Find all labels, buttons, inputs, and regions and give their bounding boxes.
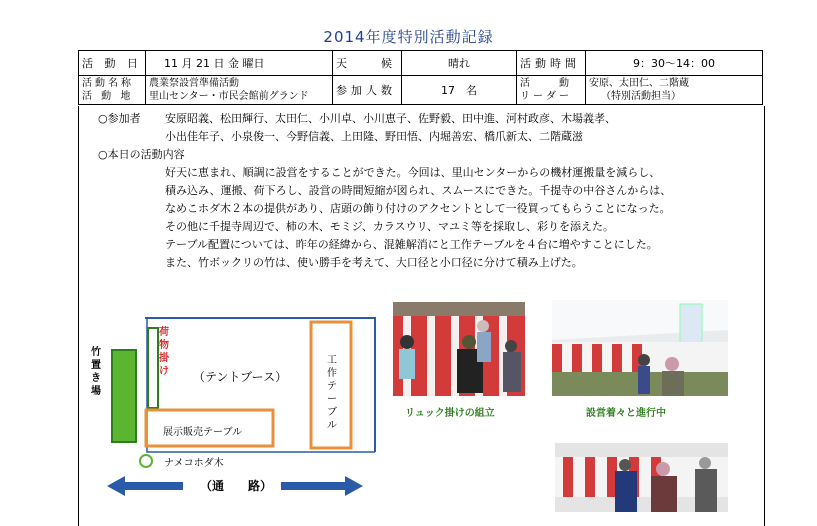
tent-label: （テントブース） <box>193 370 288 384</box>
photo-tent-work <box>555 443 728 512</box>
photo-setup-progress <box>552 300 728 396</box>
time-label: 活動時間 <box>517 51 586 76</box>
date-value: 11 月 21 日 金 曜日 <box>146 51 333 76</box>
time-value: 9：30～14：00 <box>586 51 763 76</box>
content-line: 好天に恵まれ、順調に設営をすることができた。今回は、里山センターからの機材運搬量を減らし、 <box>165 166 661 179</box>
name-value: 農業祭設営準備活動 <box>149 78 239 89</box>
leader-label-cell <box>517 76 586 105</box>
bamboo-label: 竹置き場 <box>91 347 101 397</box>
road-arrow-left <box>107 476 183 496</box>
leader-label-1: 活 動 <box>520 78 572 89</box>
leader-label-2: リーダー <box>520 91 572 102</box>
content-line: その他に千提寺周辺で、柿の木、モミジ、カラスウリ、マユミ等を採取し、彩りを添えた。 <box>165 220 615 233</box>
participants-value: 17 名 <box>402 76 517 105</box>
leader-value-1: 安原、太田仁、二階蔵 <box>589 78 689 89</box>
participants-label: 参加人数 <box>333 76 402 105</box>
name-label: 活動名称 <box>82 78 134 89</box>
name-place-label-cell <box>79 76 146 105</box>
participants-line-2: 小出佳年子、小泉俊一、今野信義、上田隆、野田悟、内堀善宏、橋爪新太、二階蔵滋 <box>165 130 583 143</box>
weather-label: 天 候 <box>333 51 402 76</box>
hanger-label: 荷物掛け <box>159 327 169 377</box>
leader-value-2: （特別活動担当） <box>601 91 681 102</box>
name-place-value-cell <box>146 76 333 105</box>
hanger-block <box>148 328 158 408</box>
page-title: 2014年度特別活動記録 <box>323 28 494 46</box>
place-value: 里山センター・市民会館前グランド <box>149 91 309 102</box>
header-table <box>78 50 763 105</box>
participants-line-1: 安原昭義、松田輝行、太田仁、小川卓、小川恵子、佐野毅、田中進、河村政彦、木場義孝、 <box>165 112 616 125</box>
photo-caption-2: 設営着々と進行中 <box>586 408 666 419</box>
sales-label: 展示販売テーブル <box>163 427 243 438</box>
date-label: 活 動 日 <box>79 51 146 76</box>
leader-value-cell <box>586 76 763 105</box>
craft-label: 工作テーブル <box>327 355 337 431</box>
nameko-log-marker <box>140 455 152 467</box>
weather-value: 晴れ <box>402 51 517 76</box>
content-line: 積み込み、運搬、荷下ろし、設営の時間短縮が図られ、スムースにできた。千提寺の中谷さんからは、 <box>165 184 672 197</box>
photo-rucksack-assembly <box>393 302 525 396</box>
content-heading: ○本日の活動内容 <box>98 148 185 161</box>
content-line: また、竹ボックリの竹は、使い勝手を考えて、大口径と小口径に分けて積み上げた。 <box>165 256 583 269</box>
photo-caption-1: リュック掛けの組立 <box>405 408 495 419</box>
place-label: 活 動 地 <box>82 91 134 102</box>
nameko-label: ナメコホダ木 <box>164 458 224 469</box>
road-label: （通 路） <box>200 479 273 493</box>
bamboo-storage-block <box>112 350 136 442</box>
content-line: なめこホダ木２本の提供があり、店頭の飾り付けのアクセントとして一役買ってもらうことになった。 <box>165 202 671 215</box>
road-arrow-right <box>281 476 363 496</box>
content-line: テーブル配置については、昨年の経緯から、混雑解消にと工作テーブルを４台に増やすことにした。 <box>165 238 658 251</box>
participants-heading: ○参加者 <box>98 112 141 125</box>
